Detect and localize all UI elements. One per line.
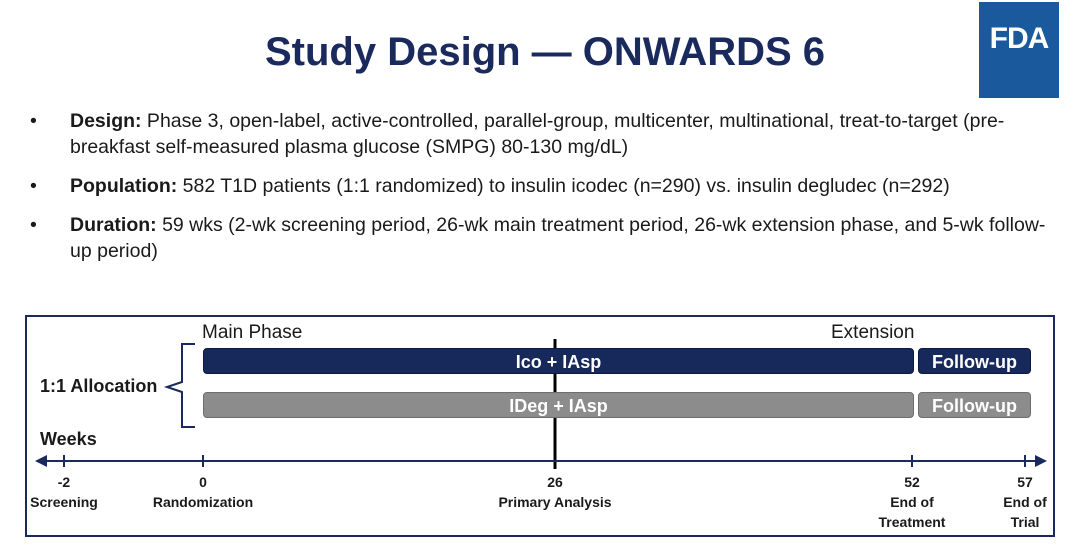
timeline-left-arrow-icon [35, 455, 47, 467]
study-design-diagram [25, 315, 1055, 537]
timepoint-week: 57 [1017, 474, 1033, 490]
arm-1-treatment-bar: Ico + IAsp [203, 348, 914, 374]
bullet-text: 59 wks (2-wk screening period, 26-wk main treatment period, 26-wk extension phase, and 5-wk follow-up period) [70, 214, 1046, 262]
bullet-dot-icon: • [30, 175, 37, 197]
bullet-design [30, 108, 1050, 160]
main-phase-label: Main Phase [202, 322, 303, 343]
fda-logo-text: FDA [989, 22, 1049, 55]
allocation-label: 1:1 Allocation [40, 376, 158, 396]
arm-1-follow-up-bar: Follow-up [918, 348, 1031, 374]
timepoint-label: Screening [30, 494, 98, 510]
timepoint-week: 26 [547, 474, 563, 490]
bullet-population [30, 173, 1050, 199]
timepoint-label: Randomization [152, 494, 254, 510]
timepoint-week: 52 [904, 474, 920, 490]
bullet-dot-icon: • [30, 110, 37, 132]
timepoint-label: End of Treatment [878, 494, 946, 530]
bullet-text: Phase 3, open-label, active-controlled, parallel-group, multicenter, multinational, treat-to-target (pre-breakfast self-measured plasma glucose (SMPG) 80-130 mg/dL) [70, 110, 1005, 158]
weeks-label: Weeks [40, 429, 97, 449]
timepoint-screening [4, 472, 124, 512]
bullet-label: Duration: [70, 214, 157, 236]
timepoint-end-of-trial [985, 472, 1065, 532]
timepoint-week: -2 [57, 474, 71, 490]
bullet-duration [30, 212, 1050, 264]
extension-label: Extension [831, 322, 915, 343]
bullet-label: Design: [70, 110, 142, 132]
timepoint-primary-analysis [495, 472, 615, 512]
timepoint-week: 0 [199, 474, 207, 490]
bullet-label: Population: [70, 175, 178, 197]
timepoint-label: Primary Analysis [498, 494, 612, 510]
arm-2-follow-up-bar: Follow-up [918, 392, 1031, 418]
bullet-text: 582 T1D patients (1:1 randomized) to insulin icodec (n=290) vs. insulin degludec (n=292) [177, 175, 950, 197]
allocation-brace [167, 344, 195, 427]
page-title: Study Design — ONWARDS 6 [264, 30, 826, 74]
timepoint-label: End of Trial [1003, 494, 1047, 530]
bullet-list [30, 108, 1050, 277]
timeline-right-arrow-icon [1035, 455, 1047, 467]
timepoint-end-of-treatment [854, 472, 970, 532]
arm-2-treatment-bar: IDeg + IAsp [203, 392, 914, 418]
fda-logo [979, 2, 1059, 98]
timepoint-randomization [143, 472, 263, 512]
bullet-dot-icon: • [30, 214, 37, 236]
